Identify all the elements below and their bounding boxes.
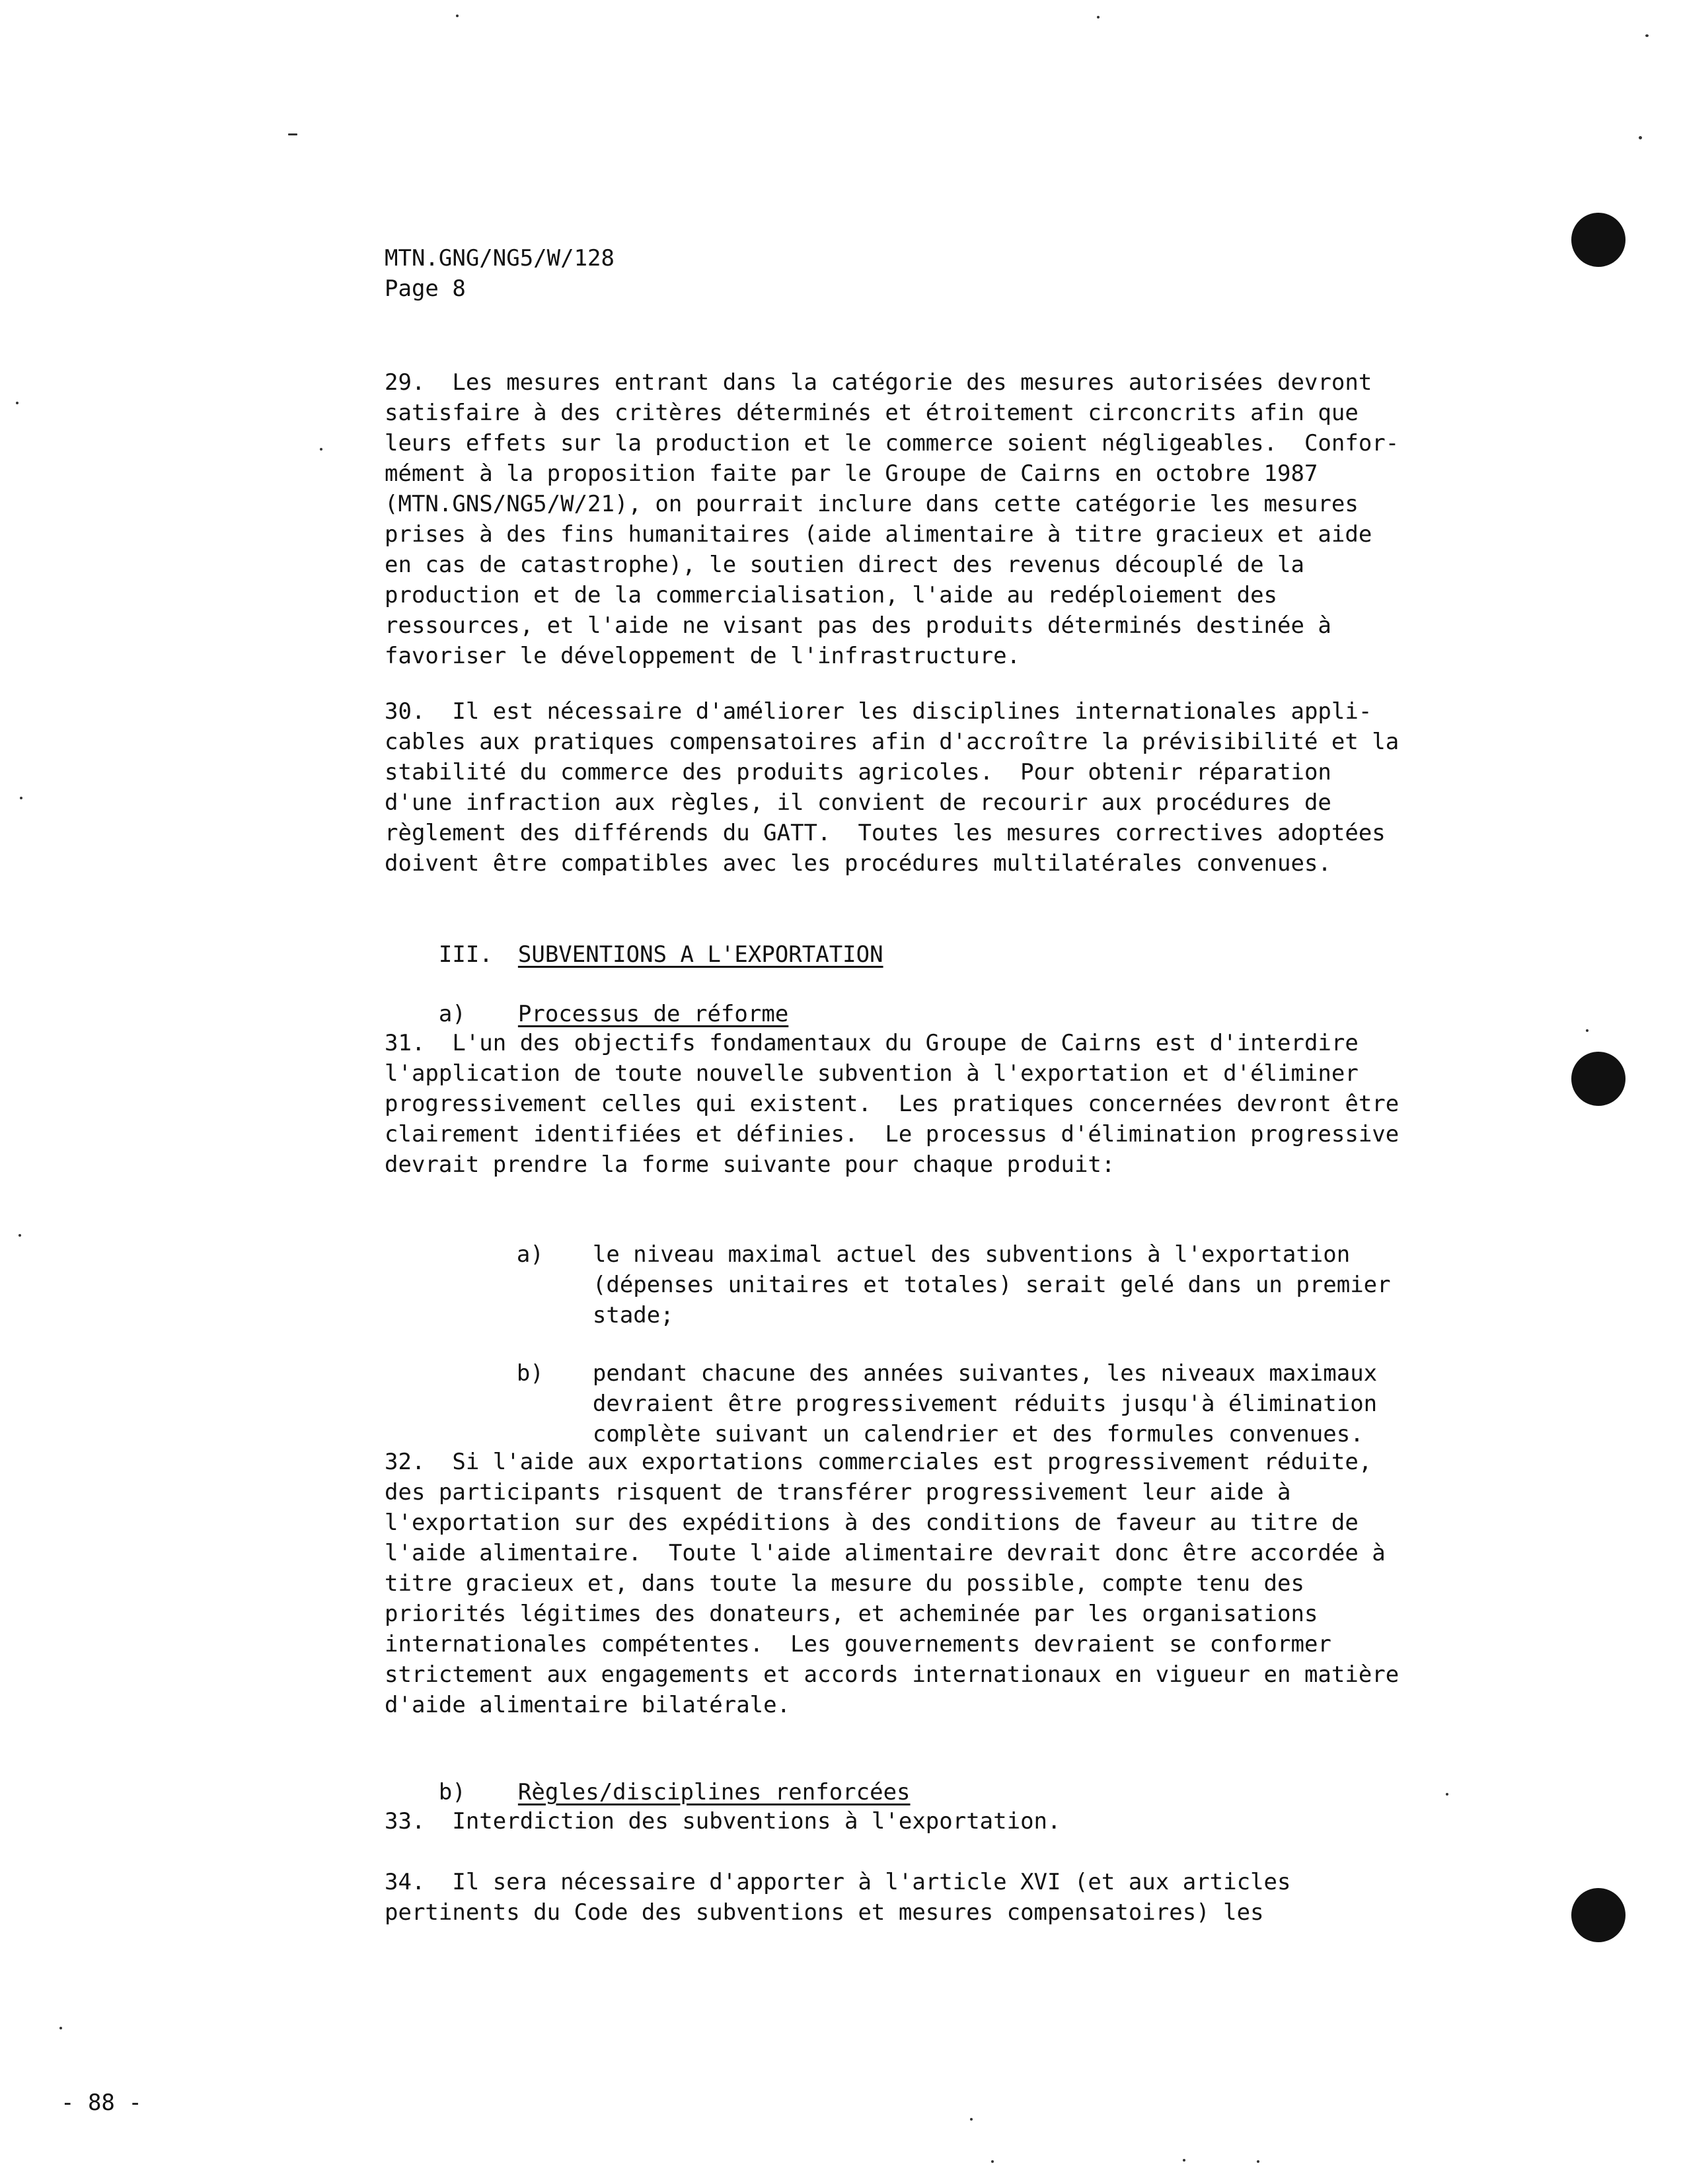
subsection-a-label: a) <box>438 1001 466 1027</box>
section-title: SUBVENTIONS A L'EXPORTATION <box>517 941 883 968</box>
list-item-a-label: a) <box>516 1241 544 1268</box>
list-item-b-label: b) <box>516 1360 544 1387</box>
scan-speck <box>288 133 297 135</box>
paragraph-31: 31. L'un des objectifs fondamentaux du Groupe de Cairns est d'interdire l'application de toute nouvelle subvention à l'exportation et d'éliminer progressivement celles qui existent. Les pratiques concernées devront être clairement identifiées et définies. Le processus d'élimination progressive devrait prendre la forme suivante pour chaque produit: <box>385 1030 1400 1178</box>
punch-hole-middle <box>1571 1052 1625 1106</box>
scan-speck <box>59 2027 62 2029</box>
scan-speck <box>970 2118 973 2121</box>
paragraph-32: 32. Si l'aide aux exportations commerciales est progressivement réduite, des participants risquent de transférer progressivement leur aide à l'exportation sur des expéditions à des conditions de faveur au titre de l'aide alimentaire. Toute l'aide alimentaire devrait donc être accordée à titre gracieux et, dans toute la mesure du possible, compte tenu des priorités légitimes des donateurs, et acheminée par les organisations internationales compétentes. Les gouvernements devraient se conformer strictement aux engagements et accords internationaux en vigueur en matière d'aide alimentaire bilatérale. <box>385 1449 1400 1718</box>
subsection-b-label: b) <box>438 1779 466 1805</box>
scan-speck <box>20 797 22 799</box>
document-symbol: MTN.GNG/NG5/W/128 <box>385 245 615 272</box>
list-item-b-text: pendant chacune des années suivantes, les niveaux maximaux devraient être progressivement réduits jusqu'à élimination complète suivant un calendrier et des formules convenues. <box>592 1360 1378 1447</box>
document-header <box>385 243 615 304</box>
scan-speck <box>1586 1029 1588 1032</box>
subsection-a-title: Processus de réforme <box>517 1001 789 1027</box>
scan-speck <box>1645 34 1649 37</box>
punch-hole-bottom <box>1571 1888 1625 1942</box>
subsection-b-title: Règles/disciplines renforcées <box>517 1779 911 1805</box>
scan-speck <box>1097 16 1100 18</box>
paragraph-33: 33. Interdiction des subventions à l'exportation. <box>385 1808 1061 1835</box>
scan-speck <box>16 402 19 404</box>
scan-speck <box>320 448 322 451</box>
page-label: Page 8 <box>385 275 466 302</box>
paragraph-34: 34. Il sera nécessaire d'apporter à l'article XVI (et aux articles pertinents du Code des subventions et mesures compensatoires) les <box>385 1869 1291 1926</box>
scan-speck <box>1639 136 1642 139</box>
scan-speck <box>1183 2159 1185 2162</box>
paragraph-30: 30. Il est nécessaire d'améliorer les disciplines internationales appli- cables aux pratiques compensatoires afin d'accroître la prévisibilité et la stabilité du commerce des produits agricoles. Pour obtenir réparation d'une infraction aux règles, il convient de recourir aux procédures de règlement des différends du GATT. Toutes les mesures correctives adoptées doivent être compatibles avec les procédures multilatérales convenues. <box>385 698 1400 877</box>
scan-speck <box>1446 1793 1448 1796</box>
scan-speck <box>456 15 459 17</box>
punch-hole-top <box>1571 213 1625 267</box>
paragraph-29: 29. Les mesures entrant dans la catégorie des mesures autorisées devront satisfaire à des critères déterminés et étroitement circoncrits afin que leurs effets sur la production et le commerce soient négligeables. Confor- mément à la proposition faite par le Groupe de Cairns en octobre 1987 (MTN.GNS/NG5/W/21), on pourrait inclure dans cette catégorie les mesures prises à des fins humanitaires (aide alimentaire à titre gracieux et aide en cas de catastrophe), le soutien direct des revenus découplé de la production et de la commercialisation, l'aide au redéploiement des ressources, et l'aide ne visant pas des produits déterminés destinée à favoriser le développement de l'infrastructure. <box>385 369 1400 669</box>
section-number: III. <box>438 941 493 968</box>
scan-speck <box>991 2160 994 2163</box>
scan-speck <box>1257 2160 1259 2163</box>
page-number-footer: - 88 - <box>61 2090 142 2116</box>
scan-speck <box>19 1234 21 1237</box>
list-item-a-text: le niveau maximal actuel des subventions à l'exportation (dépenses unitaires et totales) serait gelé dans un premier stade; <box>592 1241 1391 1329</box>
